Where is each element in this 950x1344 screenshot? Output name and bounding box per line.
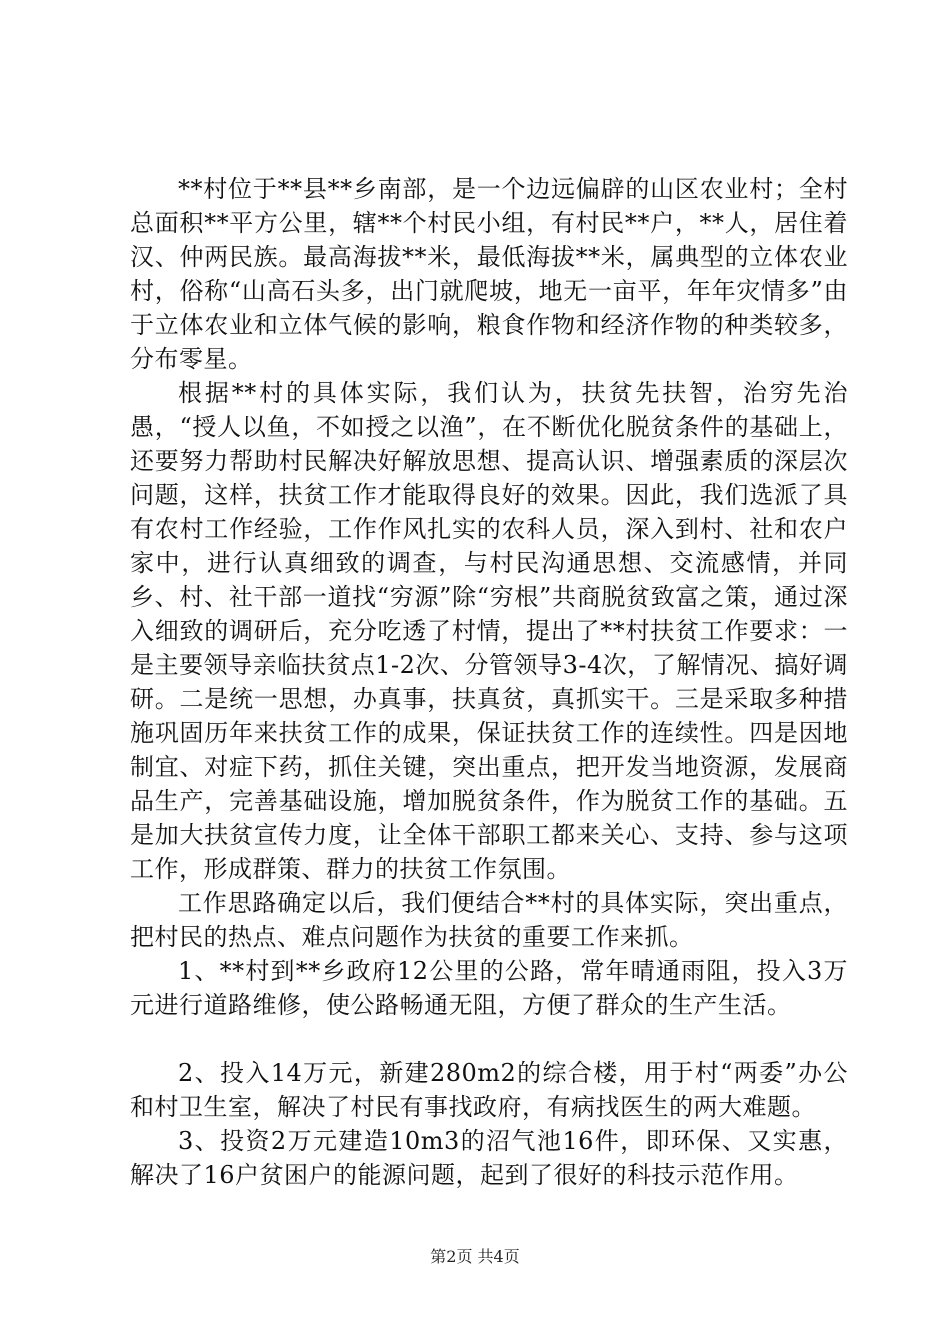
document-body: [130, 172, 848, 1192]
paragraph-item-road: 1、**村到**乡政府12公里的公路，常年晴通雨阻，投入3万元进行道路维修，使公路畅通无阻，方便了群众的生产生活。: [130, 957, 848, 1019]
paragraph-poverty-approach: 根据**村的具体实际，我们认为，扶贫先扶智，治穷先治愚，“授人以鱼，不如授之以渔”，在不断优化脱贫条件的基础上，还要努力帮助村民解决好解放思想、提高认识、增强素质的深层次问题，这样，扶贫工作才能取得良好的效果。因此，我们选派了具有农村工作经验，工作作风扎实的农科人员，深入到村、社和农户家中，进行认真细致的调查，与村民沟通思想、交流感情，并同乡、村、社干部一道找“穷源”除“穷根”共商脱贫致富之策，通过深入细致的调研后，充分吃透了村情，提出了**村扶贫工作要求：一是主要领导亲临扶贫点1-2次、分管领导3-4次，了解情况、搞好调研。二是统一思想，办真事，扶真贫，真抓实干。三是采取多种措施巩固历年来扶贫工作的成果，保证扶贫工作的连续性。四是因地制宜、对症下药，抓住关键，突出重点，把开发当地资源，发展商品生产，完善基础设施，增加脱贫条件，作为脱贫工作的基础。五是加大扶贫宣传力度，让全体干部职工都来关心、支持、参与这项工作，形成群策、群力的扶贫工作氛围。: [130, 379, 848, 883]
paragraph-item-biogas: 3、投资2万元建造10m3的沼气池16件，即环保、又实惠，解决了16户贫困户的能源问题，起到了很好的科技示范作用。: [130, 1127, 848, 1189]
page-number-footer: 第2页 共4页: [430, 1247, 520, 1266]
paragraph-item-building: 2、投入14万元，新建280m2的综合楼，用于村“两委”办公和村卫生室，解决了村民有事找政府，有病找医生的两大难题。: [130, 1059, 848, 1121]
paragraph-work-focus: 工作思路确定以后，我们便结合**村的具体实际，突出重点，把村民的热点、难点问题作为扶贫的重要工作来抓。: [130, 889, 848, 951]
paragraph-village-overview: **村位于**县**乡南部，是一个边远偏辟的山区农业村；全村总面积**平方公里，辖**个村民小组，有村民**户，**人，居住着汉、仲两民族。最高海拔**米，最低海拔**米，属典型的立体农业村，俗称“山高石头多，出门就爬坡，地无一亩平，年年灾情多”由于立体农业和立体气候的影响，粮食作物和经济作物的种类较多，分布零星。: [130, 175, 848, 373]
